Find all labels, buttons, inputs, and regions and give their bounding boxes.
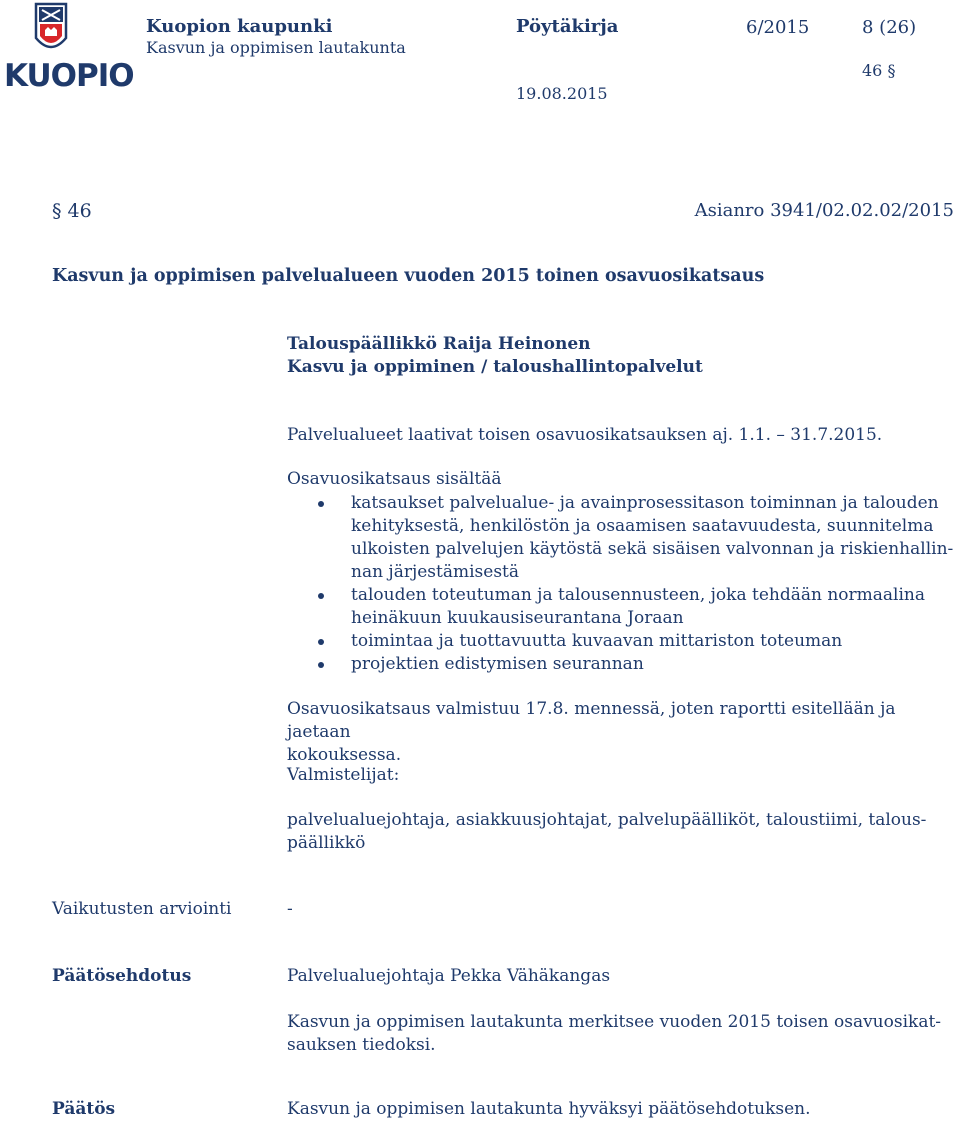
- proposal-presenter: Palvelualuejohtaja Pekka Vähäkangas: [287, 966, 611, 986]
- decision-label: Päätös: [52, 1099, 116, 1119]
- section-title: Kasvun ja oppimisen palvelualueen vuoden 2015 toinen osavuosikatsaus: [52, 266, 765, 286]
- meeting-date: 19.08.2015: [516, 84, 608, 103]
- list-item: talouden toteutuman ja talousennusteen, joka tehdään normaalina heinäkuun kuukausiseurantana Joraan: [318, 584, 958, 630]
- ready-text: Osavuosikatsaus valmistuu 17.8. mennessä, joten raportti esitellään ja jaetaan kokouksessa.: [287, 699, 896, 765]
- proposal-label: Päätösehdotus: [52, 966, 192, 986]
- case-number: Asianro 3941/02.02.02/2015: [694, 200, 954, 221]
- preparers-list: palvelualuejohtaja, asiakkuusjohtajat, palvelupäälliköt, taloustiimi, talous- päällikkö: [287, 810, 927, 853]
- preparer-name: Talouspäällikkö Raija Heinonen: [287, 334, 591, 354]
- org-name: Kuopion kaupunki: [146, 16, 333, 37]
- decision-text: Kasvun ja oppimisen lautakunta hyväksyi päätösehdotuksen.: [287, 1099, 811, 1119]
- impact-label: Vaikutusten arviointi: [52, 899, 232, 919]
- doc-type: Pöytäkirja: [516, 16, 619, 37]
- bullet-icon: [318, 593, 324, 599]
- impact-value: -: [287, 899, 293, 919]
- bullet-icon: [318, 639, 324, 645]
- section-ref: 46 §: [862, 61, 896, 80]
- list-heading: Osavuosikatsaus sisältää: [287, 469, 502, 489]
- logo-wordmark: KUOPIO: [4, 58, 134, 94]
- section-number: § 46: [52, 200, 92, 222]
- preparers-label: Valmistelijat:: [287, 765, 400, 785]
- content-list: [318, 492, 958, 676]
- coat-of-arms-icon: [4, 2, 100, 62]
- preparer-unit: Kasvu ja oppiminen / taloushallintopalvelut: [287, 357, 703, 377]
- list-item: katsaukset palvelualue- ja avainprosessitason toiminnan ja talouden kehityksestä, henkilöstön ja osaamisen saatavuudesta, suunnitelma ulkoisten palvelujen käytöstä sekä sisäisen valvonnan ja riskienhallin- nan järjestämisestä: [318, 492, 958, 584]
- org-sub: Kasvun ja oppimisen lautakunta: [146, 38, 406, 57]
- list-item: toimintaa ja tuottavuutta kuvaavan mittariston toteuman: [318, 630, 958, 653]
- bullet-icon: [318, 501, 324, 507]
- page-number: 8 (26): [862, 17, 917, 38]
- list-item: projektien edistymisen seurannan: [318, 653, 958, 676]
- proposal-text: Kasvun ja oppimisen lautakunta merkitsee vuoden 2015 toisen osavuosikat- sauksen tiedoksi.: [287, 1012, 942, 1055]
- bullet-icon: [318, 662, 324, 668]
- intro-text: Palvelualueet laativat toisen osavuosikatsauksen aj. 1.1. – 31.7.2015.: [287, 425, 883, 445]
- doc-number: 6/2015: [746, 17, 810, 38]
